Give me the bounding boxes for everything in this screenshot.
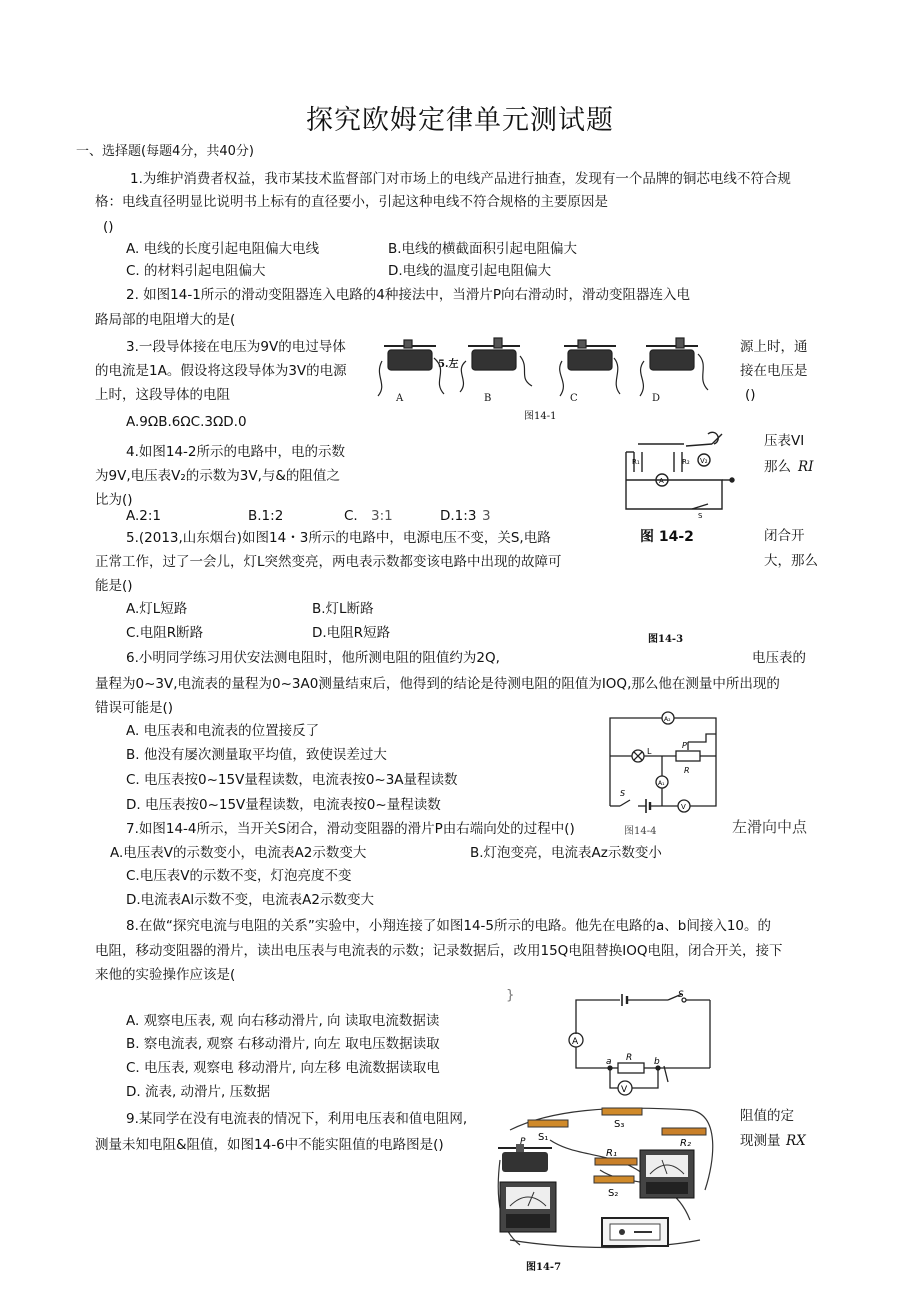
fig145-s: S [678,990,684,1000]
q8-option-a: A. 观察电压表, 观 向右移动滑片, 向 读取电流数据读 [126,1013,440,1029]
q9-line1: 9.某同学在没有电流表的情况下，利用电压表和值电阻网, [126,1111,468,1127]
fig147-s1: S₁ [538,1132,549,1143]
fig141-label-a: A [396,393,404,404]
q3-line1: 3.一段导体接在电压为9V的电过导体 [126,339,346,355]
q8-line3: 来他的实验操作应该是( [95,967,236,983]
q5-line2: 正常工作，过了一会儿，灯L突然变亮，两电表示数都变该电路中出现的故障可 [95,554,562,570]
q2-line1: 2. 如图14-1所示的滑动变阻器连入电路的4种接法中，当滑片P向右滑动时，滑动变阻器连入电 [126,287,691,303]
fig142-r2: R₂ [682,458,690,466]
q7-option-a: A.电压表V的示数变小，电流表A2示数变大 [110,845,367,861]
fig145-b-point: b [654,1057,660,1067]
fig142-voltmeter: V₂ [700,457,708,465]
q4-option-a: A.2:1 [126,508,162,524]
q5-option-a: A.灯L短路 [126,601,188,617]
q5-line1: 5.(2013,山东烟台)如图14・3所示的电路中，电源电压不变，关S,电路 [126,530,551,546]
q7-option-b: B.灯泡变亮，电流表Az示数变小 [470,845,662,861]
figure-14-4 [598,706,728,818]
q4-option-b: B.1:2 [248,508,284,524]
q4-right2: 那么 [764,459,791,475]
fig144-p: P [682,741,687,750]
fig147-r2: R₂ [680,1138,691,1149]
q3-right2: 接在电压是 [740,363,808,379]
q7-option-c: C.电压表V的示数不变，灯泡亮度不变 [126,868,352,884]
fig141-label-c: C [570,393,578,404]
q8-option-d: D. 流表, 动滑片, 压数据 [126,1084,271,1100]
q9-right1: 阻值的定 [740,1108,794,1124]
q8-line1: 8.在做“探究电流与电阻的关系”实验中，小翔连接了如图14-5所示的电路。他先在电路的a、b间接入10。的 [126,918,772,934]
q2-line2: 路局部的电阻增大的是( [95,312,236,328]
q5-option-d: D.电阻R短路 [312,625,391,641]
q1-line1: 1.为维护消费者权益，我市某技术监督部门对市场上的电线产品进行抽查，发现有一个品牌的铜芯电线不符合规 [130,171,791,187]
q8-option-b: B. 察电流表, 观察 右移动滑片, 向左 取电压数据读取 [126,1036,440,1052]
q9-right2: 现测量 [740,1133,781,1149]
fig145-a: A [572,1037,579,1047]
page-title: 探究欧姆定律单元测试题 [306,105,614,136]
fig141-caption: 图14-1 [524,411,557,422]
q4-option-d-tail: 3 [482,508,491,524]
q8-option-c: C. 电压表, 观察电 移动滑片, 向左移 电流数据读取电 [126,1060,440,1076]
q4-option-c: C. [344,508,358,524]
q1-option-d: D.电线的温度引起电阻偏大 [388,263,552,279]
fig144-v: V [681,803,686,811]
fig141-label-d: D [652,393,661,404]
fig144-caption: 图14-4 [624,826,657,837]
fig144-l: L [647,747,652,756]
fig141-stray: 5.左 [438,359,459,370]
fig147-p: P [520,1137,526,1147]
q5-option-c: C.电阻R断路 [126,625,204,641]
q4-option-d: D.1:3 [440,508,477,524]
figure-14-5 [560,990,720,1110]
fig144-a2: A₂ [664,716,671,723]
q3-line2: 的电流是1A。假设将这段导体为3V的电源 [95,363,347,379]
q1-option-a: A. 电线的长度引起电阻偏大电线 [126,241,320,257]
fig144-a1: A₁ [658,780,665,787]
fig147-r1: R₁ [606,1148,617,1159]
fig144-s: S [620,789,626,798]
q3-options: A.9ΩB.6ΩC.3ΩD.0 [126,414,247,430]
q1-option-c: C. 的材料引起电阻偏大 [126,263,266,279]
q8-line2: 电阻，移动变阻器的滑片，读出电压表与电流表的示数；记录数据后，改用15Q电阻替换IOQ电阻，闭合开关，接下 [95,943,783,959]
fig145-r: R [626,1053,633,1063]
q6-line3: 错误可能是() [95,700,174,716]
fig144-r: R [684,766,690,775]
q1-blank: () [103,219,114,235]
q7-line1: 7.如图14-4所示，当开关S闭合，滑动变阻器的滑片P由右端向处的过程中() [126,821,575,837]
q4-right1: 压表VI [764,433,805,449]
fig145-v: V [621,1085,628,1095]
fig142-r1: R₁ [632,458,640,466]
q7-option-d: D.电流表Al示数不变，电流表A2示数变大 [126,892,374,908]
q5-line3: 能是() [95,578,133,594]
q3-line3: 上时，这段导体的电阻 [95,387,230,403]
q9-right2b: RX [786,1133,806,1149]
figure-14-2 [612,424,752,524]
q6-option-a: A. 电压表和电流表的位置接反了 [126,723,320,739]
fig144-side-note: 左滑向中点 [732,818,808,836]
fig145-a-point: a [606,1057,612,1067]
q6-option-c: C. 电压表按0~15V量程读数，电流表按0~3A量程读数 [126,772,458,788]
figure-14-7 [490,1100,730,1252]
q6-line2: 量程为0~3V,电流表的量程为0~3A0测量结束后，他得到的结论是待测电阻的阻值为IOQ,那么他在测量中所出现的 [95,676,780,692]
fig147-s3: S₃ [614,1119,625,1130]
section-heading: 一、选择题(每题4分，共40分) [76,144,254,159]
fig141-label-b: B [484,393,492,404]
fig142-switch: S [698,512,703,520]
q5-right2: 大，那么 [764,553,818,569]
q5-right1: 闭合开 [764,528,805,544]
fig147-s2: S₂ [608,1188,619,1199]
q4-line3: 比为() [95,492,133,508]
fig147-caption: 图14-7 [526,1262,562,1273]
q1-line2: 格：电线直径明显比说明书上标有的直径要小，引起这种电线不符合规格的主要原因是 [95,194,608,210]
q4-line1: 4.如图14-2所示的电路中，电的示数 [126,444,346,460]
q6-line1-right: 电压表的 [752,650,806,666]
q1-option-b: B.电线的横截面积引起电阻偏大 [388,241,578,257]
q3-right1: 源上时，通 [740,339,808,355]
q6-line1: 6.小明同学练习用伏安法测电阻时，他所测电阻的阻值约为2Q, [126,650,500,666]
q4-line2: 为9V,电压表V₂的示数为3V,与&的阻值之 [95,468,340,484]
q8-bracket: } [506,987,515,1003]
fig142-ammeter: A [659,477,664,485]
q4-option-c-value: 3:1 [371,508,393,524]
q6-option-d: D. 电压表按0~15V量程读数，电流表按0~量程读数 [126,797,441,813]
q3-right3: () [745,387,756,403]
fig143-caption: 图14-3 [648,634,684,645]
q5-option-b: B.灯L断路 [312,601,374,617]
fig142-caption: 图 14-2 [640,529,694,545]
q4-right2b: RI [798,459,814,475]
q9-line2: 测量未知电阻&阻值，如图14-6中不能实阻值的电路图是() [95,1137,444,1153]
q6-option-b: B. 他没有屡次测量取平均值，致使误差过大 [126,747,387,763]
